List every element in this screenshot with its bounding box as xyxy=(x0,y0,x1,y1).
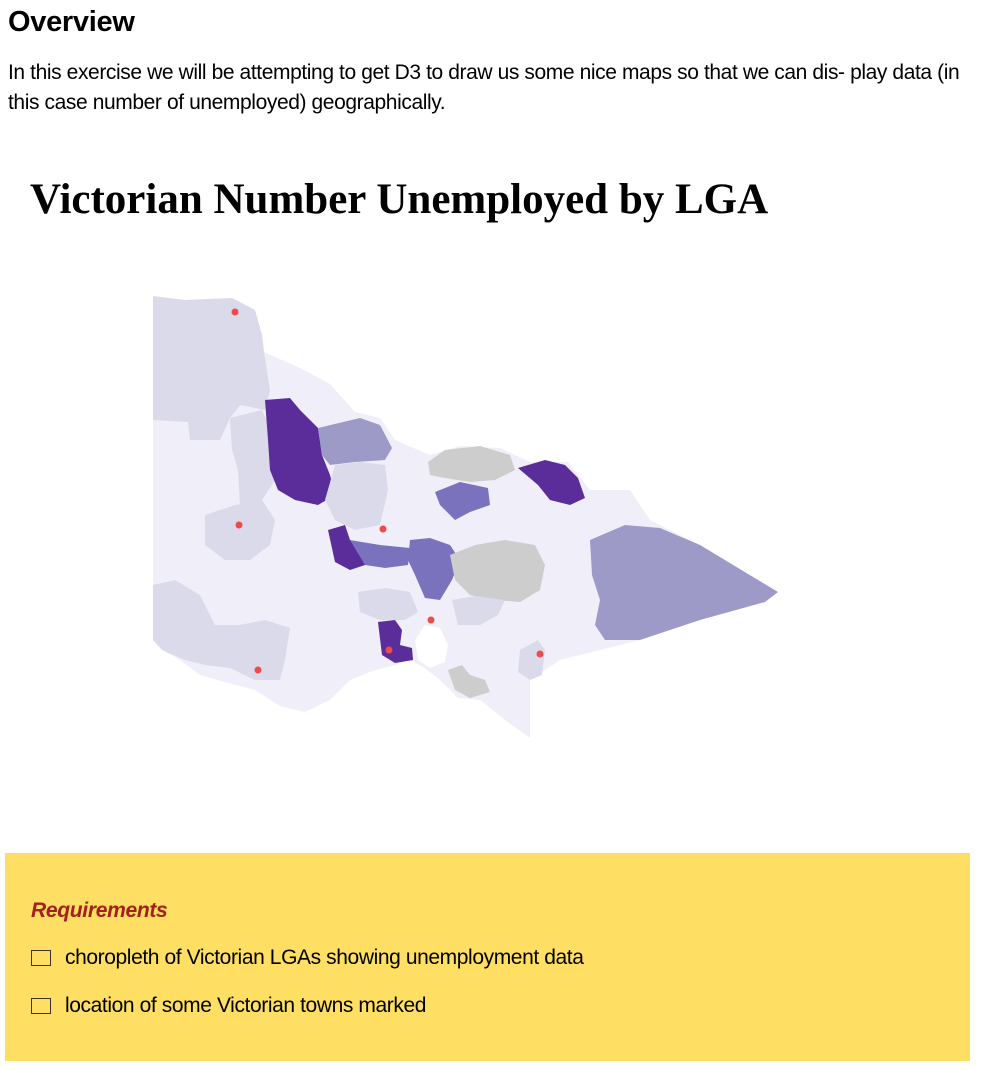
requirement-checkbox[interactable] xyxy=(31,950,51,966)
town-marker-icon xyxy=(255,667,262,674)
requirement-item xyxy=(31,943,584,973)
requirements-box xyxy=(5,853,970,1061)
town-marker-icon xyxy=(236,522,243,529)
town-marker-icon xyxy=(380,526,387,533)
town-marker-icon xyxy=(537,651,544,658)
requirement-label: location of some Victorian towns marked xyxy=(65,994,427,1017)
requirements-title: Requirements xyxy=(31,899,168,922)
town-marker-icon xyxy=(428,617,435,624)
requirement-label: choropleth of Victorian LGAs showing unemployment data xyxy=(65,946,584,969)
lga-region-east-gippsland xyxy=(590,525,778,640)
requirement-item xyxy=(31,991,426,1021)
overview-heading: Overview xyxy=(8,6,135,38)
requirement-checkbox[interactable] xyxy=(31,998,51,1014)
town-marker-icon xyxy=(232,309,239,316)
intro-paragraph: In this exercise we will be attempting to get D3 to draw us some nice maps so that we can dis- play data (in this case number of unemployed) geographically. xyxy=(8,61,960,114)
map-title: Victorian Number Unemployed by LGA xyxy=(30,176,769,223)
town-marker-icon xyxy=(386,647,393,654)
